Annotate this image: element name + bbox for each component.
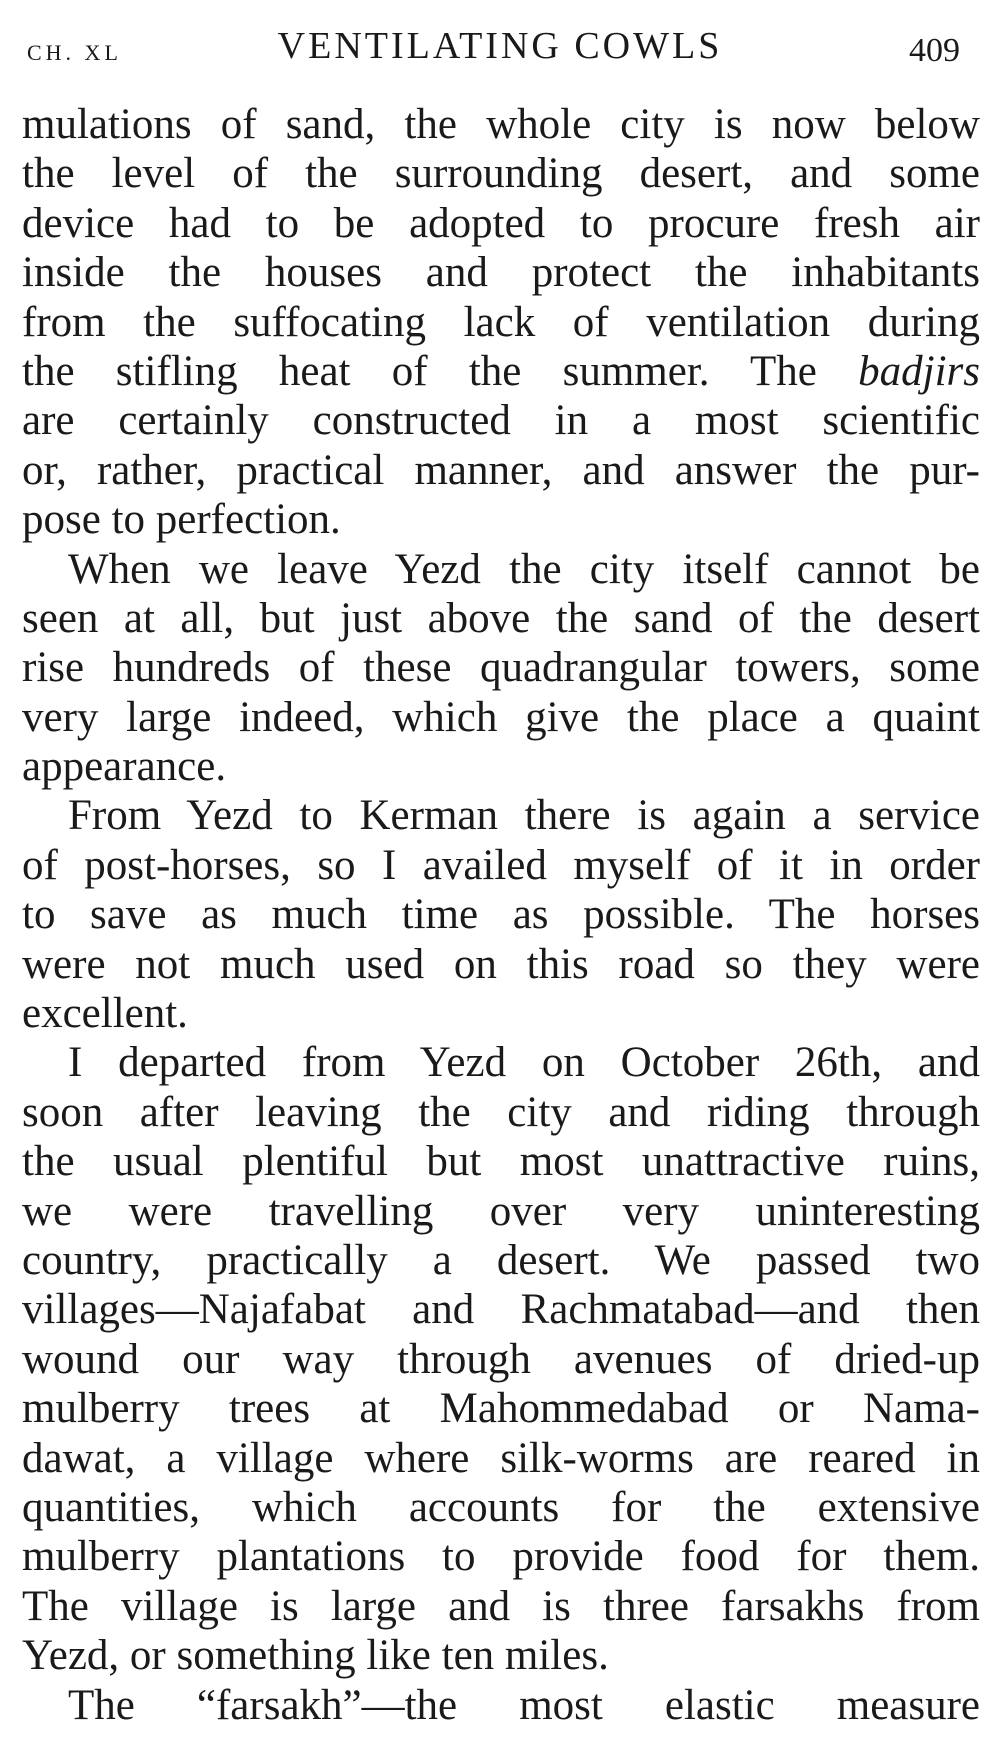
text-line: inside the houses and protect the inhabitants xyxy=(22,249,980,297)
text-line: mulberry trees at Mahommedabad or Nama- xyxy=(22,1385,980,1433)
italic-term: badjirs xyxy=(858,347,980,395)
text-line: or, rather, practical manner, and answer the pur- xyxy=(22,446,980,494)
text-line: the usual plentiful but most unattractive ruins, xyxy=(22,1138,980,1186)
text-line: dawat, a village where silk-worms are reared in xyxy=(22,1434,980,1482)
text-line: are certainly constructed in a most scientific xyxy=(22,397,980,445)
text-line: mulberry plantations to provide food for them. xyxy=(22,1533,980,1581)
text-line: excellent. xyxy=(22,990,188,1038)
text-line: to save as much time as possible. The horses xyxy=(22,891,980,939)
text-line: we were travelling over very uninteresting xyxy=(22,1187,980,1235)
text-line: the stifling heat of the summer. The badjirs xyxy=(22,347,980,395)
text-line: When we leave Yezd the city itself cannot be xyxy=(68,545,980,593)
text-line: of post-horses, so I availed myself of it in order xyxy=(22,841,980,889)
text-line: the level of the surrounding desert, and some xyxy=(22,150,980,198)
text-line: soon after leaving the city and riding through xyxy=(22,1088,980,1136)
page-number: 409 xyxy=(909,32,960,69)
text-line: wound our way through avenues of dried-up xyxy=(22,1335,980,1383)
text-line: country, practically a desert. We passed two xyxy=(22,1236,980,1284)
page-header xyxy=(0,18,1000,78)
running-title: VENTILATING COWLS xyxy=(277,25,723,67)
text-line: were not much used on this road so they were xyxy=(22,940,980,988)
text-line: Yezd, or something like ten miles. xyxy=(22,1632,609,1680)
text-line: very large indeed, which give the place a quaint xyxy=(22,693,980,741)
text-line: pose to perfection. xyxy=(22,496,341,544)
text-line: appearance. xyxy=(22,743,227,791)
chapter-reference: CH. XL xyxy=(27,40,122,65)
text-line: rise hundreds of these quadrangular towers, some xyxy=(22,644,980,692)
text-line: I departed from Yezd on October 26th, and xyxy=(68,1039,980,1087)
text-line: mulations of sand, the whole city is now below xyxy=(22,101,980,148)
text-line: villages—Najafabat and Rachmatabad—and then xyxy=(22,1286,980,1334)
text-line: The village is large and is three farsakhs from xyxy=(22,1582,980,1630)
text-line: device had to be adopted to procure fresh air xyxy=(22,199,980,247)
text-line: The “farsakh”—the most elastic measure xyxy=(68,1681,980,1729)
text-line: From Yezd to Kerman there is again a service xyxy=(68,792,980,840)
text-line: seen at all, but just above the sand of the desert xyxy=(22,594,980,642)
text-line: from the suffocating lack of ventilation during xyxy=(22,298,980,346)
text-line: quantities, which accounts for the extensive xyxy=(22,1483,980,1531)
body-text xyxy=(22,100,980,1730)
